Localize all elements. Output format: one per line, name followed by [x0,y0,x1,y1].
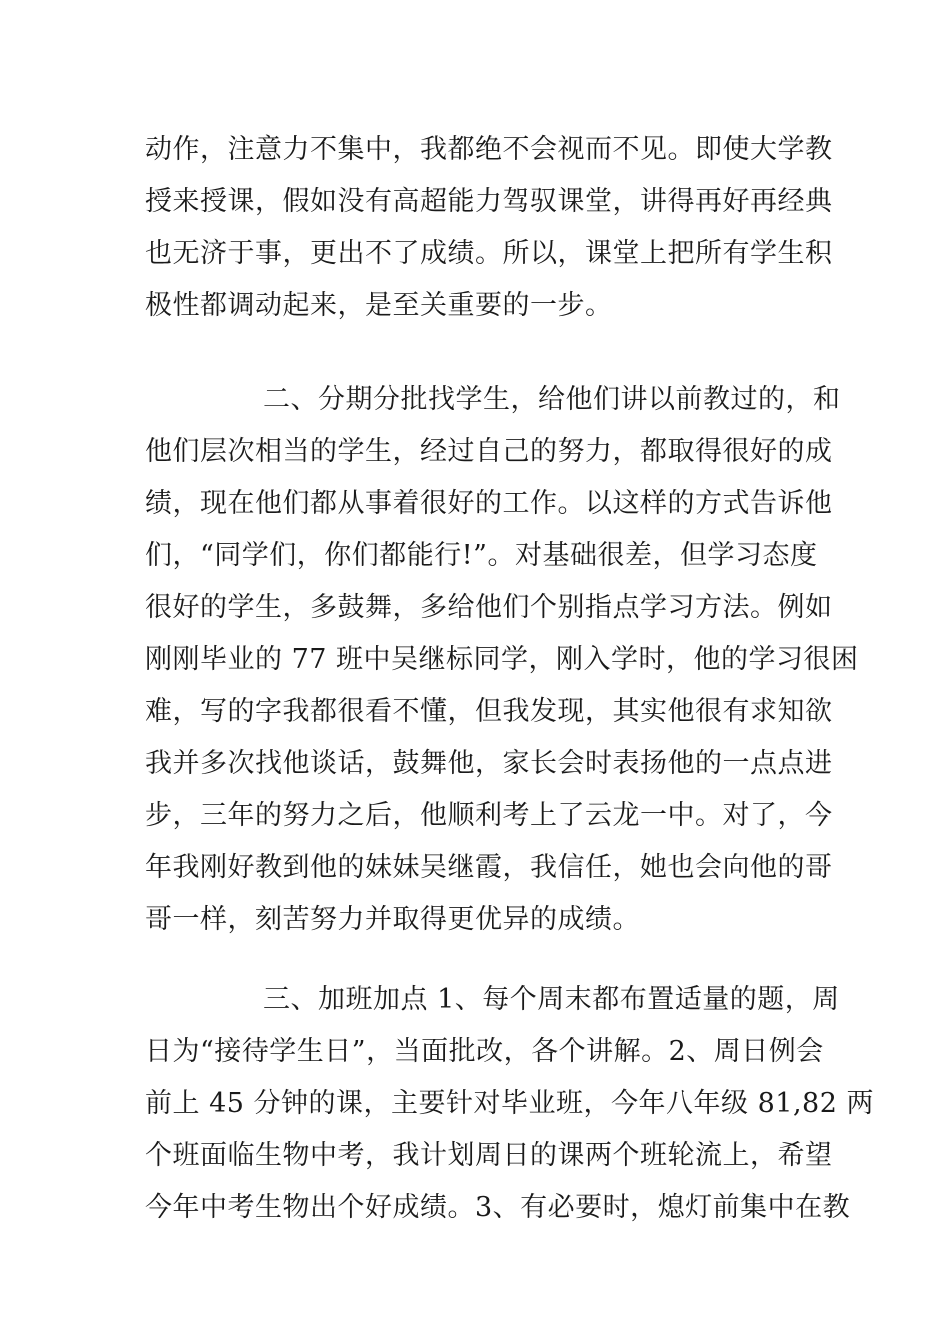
text-line: 步，三年的努力之后，他顺利考上了云龙一中。对了，今 [145,800,833,831]
text-line: 他们层次相当的学生，经过自己的努力，都取得很好的成 [145,436,833,467]
text-line: 前上 45 分钟的课，主要针对毕业班，今年八年级 81,82 两 [145,1088,874,1119]
text-line: 也无济于事，更出不了成绩。所以，课堂上把所有学生积 [145,238,833,269]
text-line: 动作，注意力不集中，我都绝不会视而不见。即使大学教 [145,134,833,165]
text-line: 授来授课，假如没有高超能力驾驭课堂，讲得再好再经典 [145,186,833,217]
text-line: 很好的学生，多鼓舞，多给他们个别指点学习方法。例如 [145,592,833,623]
text-line: 极性都调动起来，是至关重要的一步。 [145,290,613,321]
text-line: 日为“接待学生日”，当面批改，各个讲解。2、周日例会 [145,1036,824,1067]
text-line: 年我刚好教到他的妹妹吴继霞，我信任，她也会向他的哥 [145,852,833,883]
paragraph-3 [145,974,874,1234]
text-line: 哥一样，刻苦努力并取得更优异的成绩。 [145,904,640,935]
text-line: 难，写的字我都很看不懂，但我发现，其实他很有求知欲 [145,696,833,727]
text-line: 绩，现在他们都从事着很好的工作。以这样的方式告诉他 [145,488,833,519]
text-line: 刚刚毕业的 77 班中吴继标同学，刚入学时，他的学习很困 [145,644,859,675]
text-line: 三、加班加点 1、每个周末都布置适量的题，周 [263,984,840,1015]
text-line: 们，“同学们，你们都能行!”。对基础很差，但学习态度 [145,540,818,571]
text-line: 我并多次找他谈话，鼓舞他，家长会时表扬他的一点点进 [145,748,833,779]
paragraph-1 [145,124,833,332]
text-line: 今年中考生物出个好成绩。3、有必要时，熄灯前集中在教 [145,1192,851,1223]
text-line: 二、分期分批找学生，给他们讲以前教过的，和 [263,384,841,415]
paragraph-2 [145,374,859,946]
text-line: 个班面临生物中考，我计划周日的课两个班轮流上，希望 [145,1140,833,1171]
